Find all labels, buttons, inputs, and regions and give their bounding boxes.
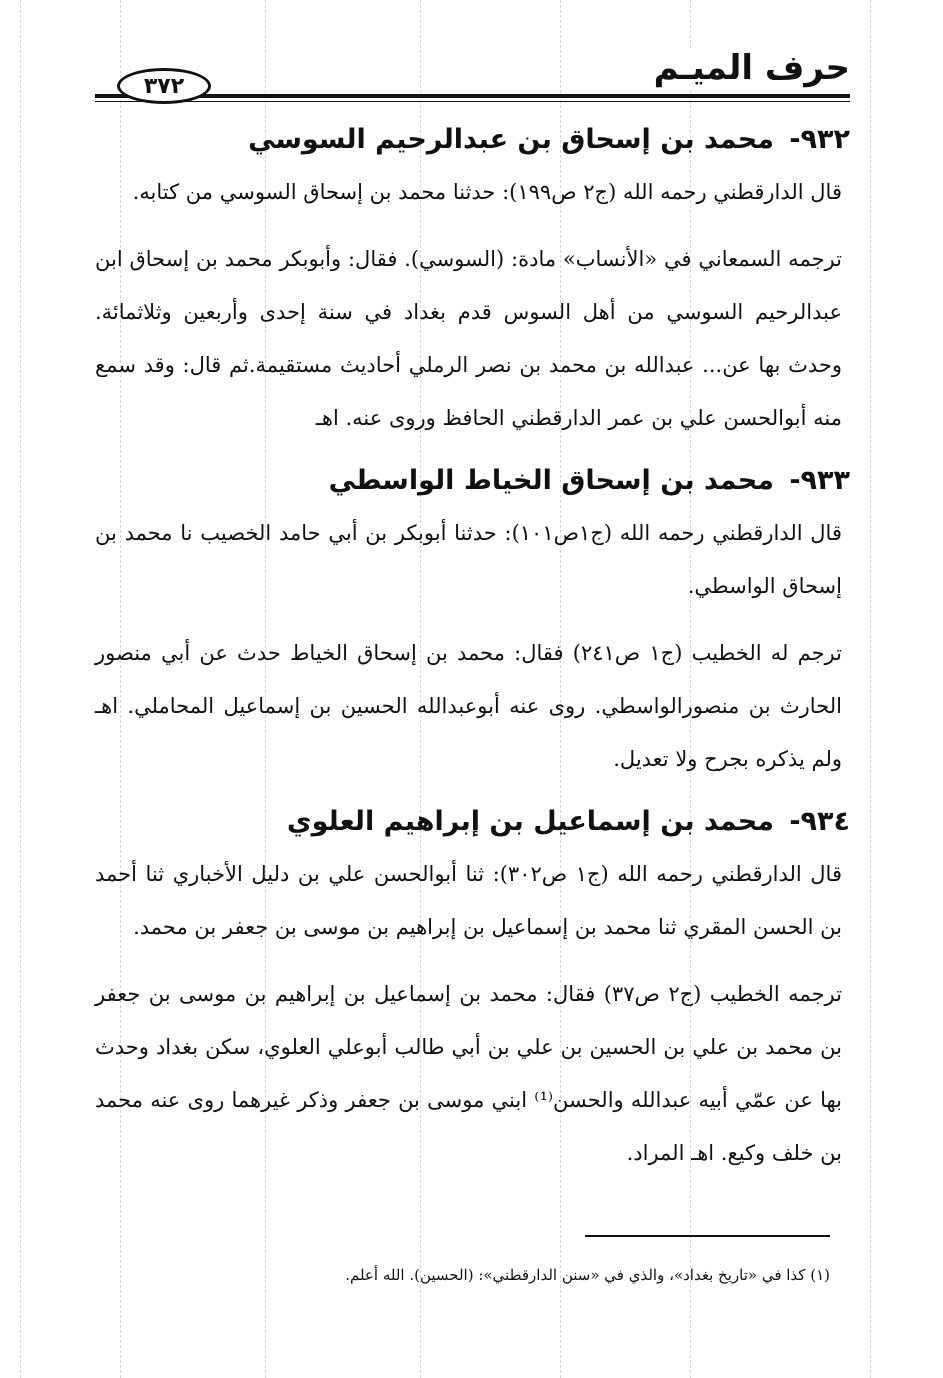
header-rule — [95, 94, 850, 98]
entry-934 — [95, 800, 850, 1180]
entry-933 — [95, 459, 850, 786]
entry-paragraph: ترجم له الخطيب (ج١ ص٢٤١) فقال: محمد بن إسحاق الخياط حدث عن أبي منصور الحارث بن منصورالواسطي. روى عنه أبوعبدالله الحسين بن إسماعيل المحاملي. اهـ ولم يذكره بجرح ولا تعديل. — [95, 641, 842, 771]
entry-number: ٩٣٣- — [789, 465, 850, 496]
entry-932 — [95, 118, 850, 445]
page-number: ٣٧٢ — [117, 68, 211, 104]
entry-number: ٩٣٤- — [789, 806, 850, 837]
entry-paragraph: ترجمه السمعاني في «الأنساب» مادة: (السوسي). فقال: وأبوبكر محمد بن إسحاق ابن عبدالرحيم السوسي من أهل السوس قدم بغداد في سنة إحدى وأربعين وثلاثمائة. وحدث بها عن... عبدالله بن محمد بن نصر الرملي أحاديث مستقيمة.ثم قال: وقد سمع منه أبوالحسن علي بن عمر الدارقطني الحافظ وروى عنه. اهـ — [95, 247, 842, 430]
book-page — [95, 40, 850, 1360]
page-header — [95, 40, 850, 110]
entry-title: محمد بن إسحاق الخياط الواسطي — [328, 465, 774, 496]
entry-number: ٩٣٢- — [789, 124, 850, 155]
entry-paragraph: قال الدارقطني رحمه الله (ج١ص١٠١): حدثنا أبوبكر بن أبي حامد الخصيب نا محمد بن إسحاق الواسطي. — [95, 521, 842, 598]
entry-paragraph: قال الدارقطني رحمه الله (ج٢ ص١٩٩): حدثنا محمد بن إسحاق السوسي من كتابه. — [132, 180, 842, 204]
entry-heading — [95, 459, 850, 503]
entry-title: محمد بن إسماعيل بن إبراهيم العلوي — [286, 806, 774, 837]
entry-heading — [95, 118, 850, 162]
header-rule-thin — [95, 101, 850, 102]
running-title: حرف الميـم — [642, 48, 850, 88]
entry-title: محمد بن إسحاق بن عبدالرحيم السوسي — [248, 124, 774, 155]
entry-paragraph: قال الدارقطني رحمه الله (ج١ ص٣٠٢): ثنا أبوالحسن علي بن دليل الأخباري ثنا أحمد بن الحسن المقري ثنا محمد بن إسماعيل بن إبراهيم بن موسى بن جعفر بن محمد. — [95, 862, 842, 939]
footnote: (١) كذا في «تاريخ بغداد»، والذي في «سنن الدارقطني»: (الحسين). الله أعلم. — [345, 1266, 830, 1284]
entry-paragraph: ترجمه الخطيب (ج٢ ص٣٧) فقال: محمد بن إسماعيل بن إبراهيم بن موسى بن جعفر بن محمد بن علي بن الحسين بن علي بن أبي طالب أبوعلي العلوي، سكن بغداد وحدث بها عن عمّي أبيه عبدالله والحسن⁽¹⁾ ابني موسى بن جعفر وذكر غيرهما روى عنه محمد بن خلف وكيع. اهـ المراد. — [95, 982, 842, 1165]
entry-heading — [95, 800, 850, 844]
footnote-rule — [585, 1235, 830, 1237]
